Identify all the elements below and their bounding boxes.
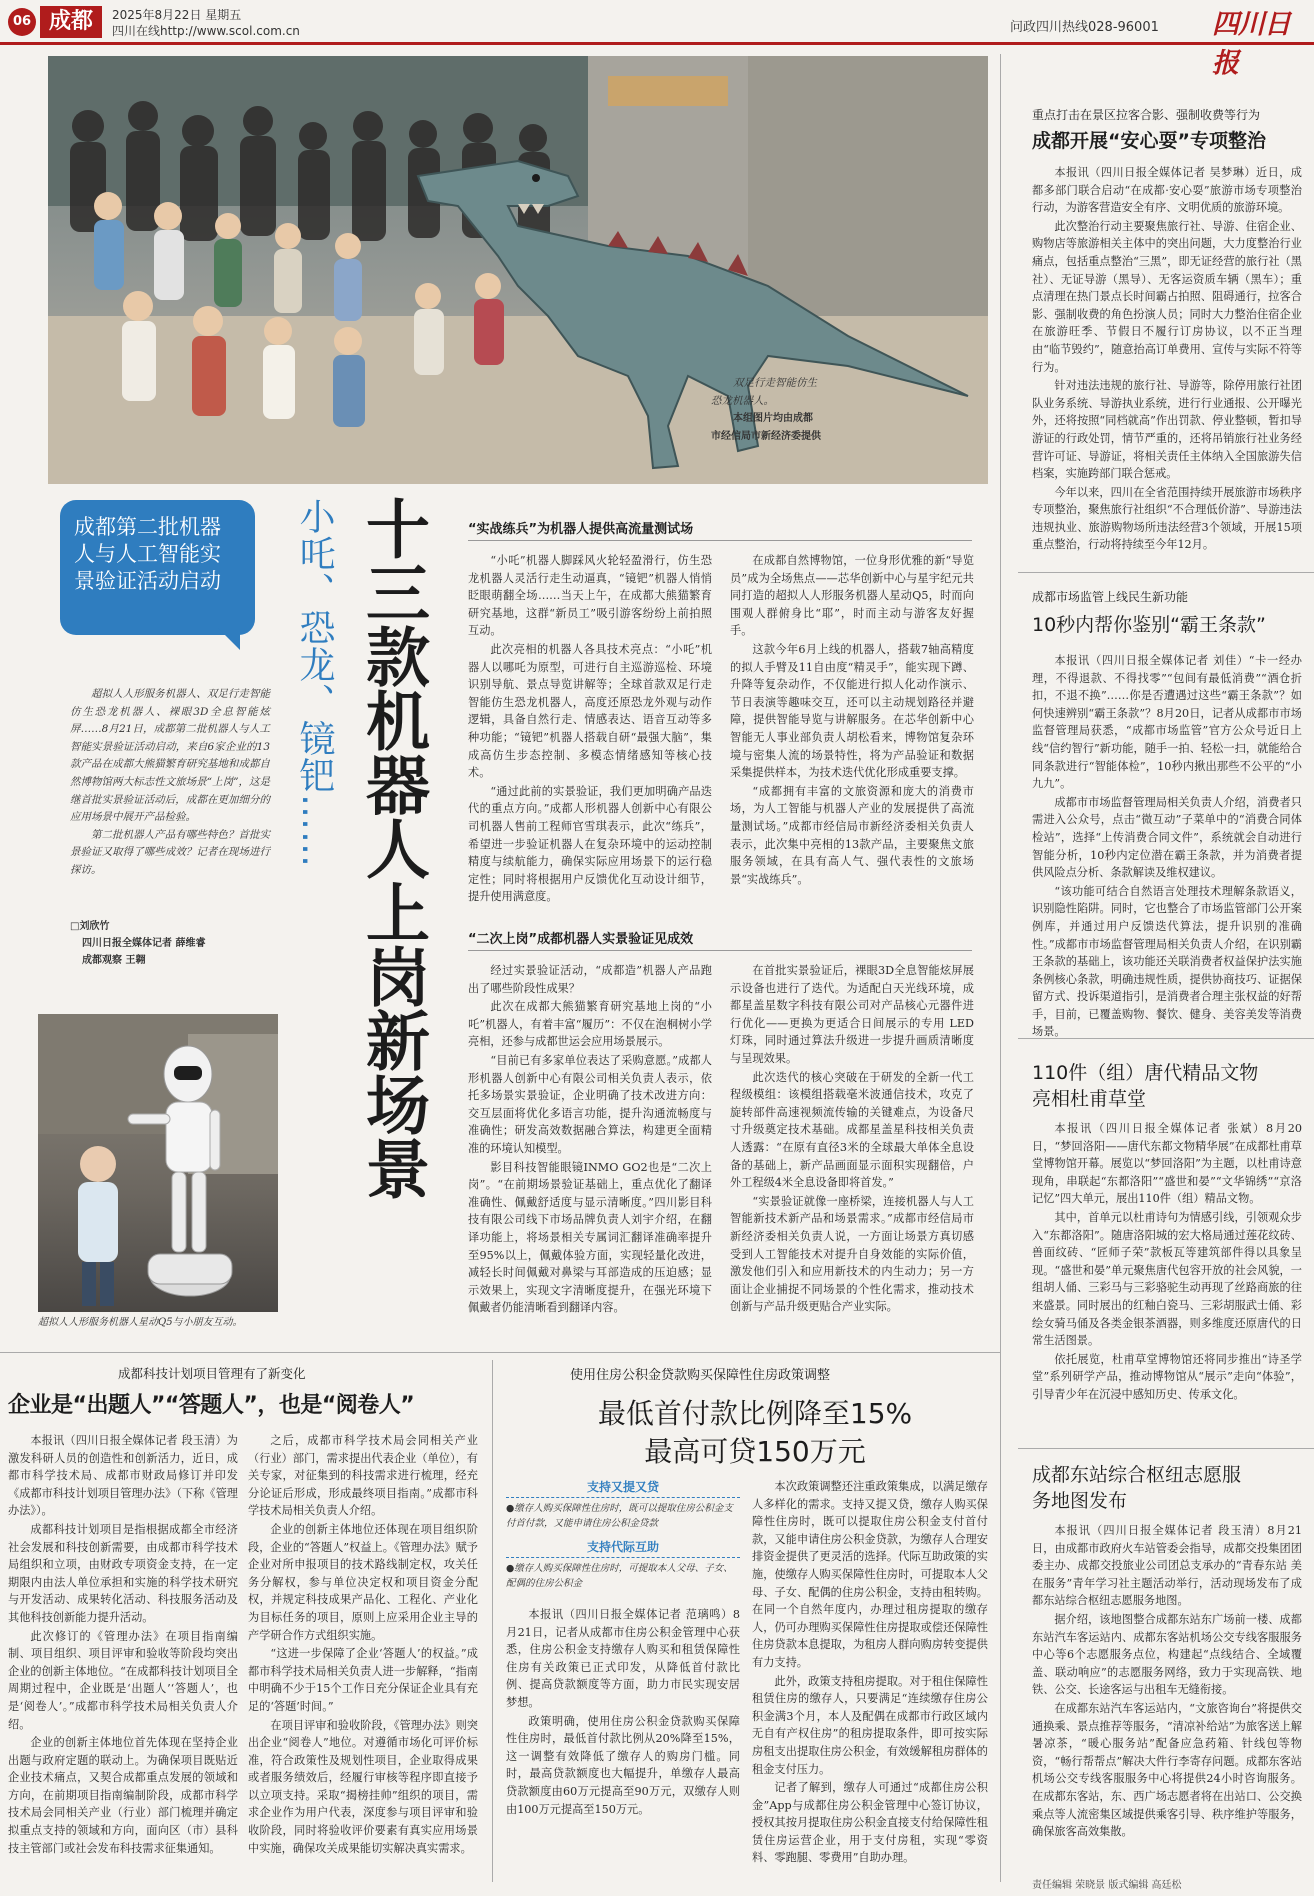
robot-scene-illustration xyxy=(38,1014,278,1312)
paragraph: “实景验证就像一座桥梁，连接机器人与人工智能新技术新产品和场景需求。”成都市经信局市新经济委相关负责人说，一方面让场景方真切感受到人工智能技术对提升自身效能的实际价值，激发他们引入和应用新技术的内生动力；另一方面让企业捕捉不同场景的个性化需求，推动技术创新与产品升级更贴合产业实际。 xyxy=(730,1194,974,1314)
paragraph: 本报讯（四川日报全媒体记者 段玉清）8月21日，由成都市政府火车站管委会指导，成都交投集团团委主办、成都交投旅业公司团总支承办的“青春东站 美在服务”青年学习社主题活动举行，活动现场发布了成都东站综合枢纽志愿服务地图。 xyxy=(1032,1524,1302,1608)
sidebar-story-2-title: 10秒内帮你鉴别“霸王条款” xyxy=(1032,614,1266,636)
story-title-vertical: 十三款机器人上岗新场景 xyxy=(355,496,429,1200)
kicker-bubble xyxy=(60,500,255,635)
paragraph: 在首批实景验证后，裸眼3D全息智能炫屏展示设备也进行了迭代。为适配白天光线环境，成都星盖星数字科技有限公司对产品核心元器件进行优化——更换为更适合日间展示的专用 LED 灯珠，同时通过算法升级进一步提升画质清晰度与呈现效果。 xyxy=(730,964,974,1065)
caption-line-2: 恐龙机器人。 xyxy=(711,395,774,407)
photo-caption-dinosaur xyxy=(711,374,871,446)
sidebar-story-2-body xyxy=(1032,652,1302,1039)
paragraph: 其中，首单元以杜甫诗句为情感引线，引领观众步入“东都洛阳”。随唐洛阳城的宏大格局通过莲花纹砖、兽面纹砖、“匠师子荣”款板瓦等建筑部件得以具象呈现。“盛世和晏”单元聚焦唐代包容开放的社会风貌，一组胡人俑、三彩马与三彩骆驼生动再现了丝路商旅的往来盛景。同时展出的红釉白瓷马、三彩胡服武士俑、彩绘女骑马俑及各类金银茶酒器，则多维度还原唐代的日常生活图景。 xyxy=(1032,1210,1302,1348)
page-number-badge: 06 xyxy=(8,8,36,36)
bottom-left-column-1 xyxy=(8,1432,238,1870)
sidebar-story-4-title: 成都东站综合枢纽志愿服务地图发布 xyxy=(1032,1464,1242,1512)
byline-line-3: 成都观察 王翱 xyxy=(82,955,146,966)
bottom-mid-pretitle: 使用住房公积金贷款购买保障性住房政策调整 xyxy=(570,1368,831,1383)
paragraph: 企业的创新主体地位还体现在项目组织阶段，企业的“答题人”权益上。《管理办法》赋予企业对所申报项目的技术路线制定权，攻关任务分解权，参与单位决定权和项目资金分配权，并规定科技成果产品化、工程化、产业化为目标任务的项目，原则上应采用企业主导的产学研合作方式组织实施。 xyxy=(248,1522,478,1642)
paragraph: 成都市市场监督管理局相关负责人介绍，消费者只需进入公众号，点击“微互动”子菜单中的“消费合同体检站”，选择“上传消费合同文件”，系统就会自动进行智能分析，10秒内定位潜在霸王条款，并为消费者提供风险点分析、条款解读及维权建议。 xyxy=(1032,795,1302,880)
sidebar-rule-1 xyxy=(1018,572,1314,573)
bottom-left-title: 企业是“出题人”“答题人”，也是“阅卷人” xyxy=(8,1393,415,1418)
paragraph: 本报讯（四川日报全媒体记者 范璃鸣）8月21日，记者从成都市住房公积金管理中心获悉，住房公积金支持缴存人购买和租赁保障性住房有关政策已正式印发，从降低首付款比例、提高贷款额度等方面，助力市民实现安居梦想。 xyxy=(506,1608,740,1709)
sidebar-story-4-body xyxy=(1032,1522,1302,1862)
byline-line-2: 四川日报全媒体记者 薛维睿 xyxy=(82,938,206,949)
bottom-left-pretitle: 成都科技计划项目管理有了新变化 xyxy=(118,1366,306,1381)
policy-box-2-text: ●缴存人购买保障性住房时，可提取本人父母、子女、配偶的住房公积金 xyxy=(506,1563,733,1589)
paragraph: “目前已有多家单位表达了采购意愿。”成都人形机器人创新中心有限公司相关负责人表示，依托多场景实景验证，企业明确了技术改进方向：交互层面将优化多语言功能，提升沟通流畅度与准确性；研发高效数据融合算法，构建更全面精准的环境认知模型。 xyxy=(468,1053,712,1155)
paragraph: 此外，政策支持租房提取。对于租住保障性租赁住房的缴存人，只要满足“连续缴存住房公积金满3个月，本人及配偶在成都市行政区域内无自有产权住房”的租房提取条件，即可按实际房租支出提取住房公积金，有效缓解租房群体的租金支付压力。 xyxy=(752,1674,988,1776)
paragraph: 企业的创新主体地位首先体现在坚持企业出题与政府定题的联动上。为确保项目既贴近企业技术痛点，又契合成都重点发展的领域和方向，在前期项目指南编制阶段，成都市科学技术局会同相关产业（行业）部门梳理并确定拟重点支持的领域和方向，面向区（市）县科技主管部门或社会发布科技需求征集通知。 xyxy=(8,1736,238,1855)
paragraph: 本报讯（四川日报全媒体记者 段玉清）为激发科研人员的创造性和创新活力，近日，成都市科学技术局、成都市财政局修订并印发《成都市科技计划项目管理办法》（下称《管理办法》）。 xyxy=(8,1434,238,1518)
section-1-heading: “实战练兵”为机器人提供高流量测试场 xyxy=(468,522,694,537)
caption-line-1: 双足行走智能仿生 xyxy=(733,377,817,389)
story-byline xyxy=(70,918,280,969)
paragraph: 在成都东站汽车客运站内，“文旅咨询台”将提供交通换乘、景点推荐等服务，“清凉补给站”为旅客送上解暑凉茶，“暖心服务站”配备应急药箱、针线包等物资，“畅行帮帮点”解决大件行李寄存问题。成都东客站机场公交专线客服服务中心将提供24小时咨询服务。在成都东客站，东、西广场志愿者将在出站口、公交换乘点等人流密集区域提供乘客引导、秩序维护等服务，确保旅客高效集散。 xyxy=(1032,1701,1302,1839)
article-column-3 xyxy=(468,962,712,1336)
sidebar-story-1-title: 成都开展“安心耍”专项整治 xyxy=(1032,130,1266,152)
header-rule xyxy=(0,42,1314,45)
bottom-left-column-2 xyxy=(248,1432,478,1870)
policy-box-1-text: ●缴存人购买保障性住房时，既可以提取住房公积金支付首付款，又能申请住房公积金贷款 xyxy=(506,1503,733,1529)
paragraph: 此次整治行动主要聚焦旅行社、导游、住宿企业、购物店等旅游相关主体中的突出问题，大力度整治行业痛点，包括重点整治“三黑”，即无证经营的旅行社（黑社）、无证导游（黑导）、无客运资质车辆（黑车）；重点清理在热门景点长时间霸占拍照、阻碍通行，拉客合影、强制收费的角色扮演人员；同时大力整治住宿企业在旅游旺季、节假日不履行订房协议，以不正当理由“临节毁约”，随意抬高订单费用、宣传与实际不符等行为。 xyxy=(1032,219,1302,374)
policy-box-1-heading: 支持又提又贷 xyxy=(506,1478,740,1498)
paragraph: 影目科技智能眼镜INMO GO2也是“二次上岗”。“在前期场景验证基础上，重点优化了翻译准确性、佩戴舒适度与显示清晰度。”四川影目科技有限公司线下市场品牌负责人刘宇介绍，在翻译功能上，将场景相关专属词汇翻译准确率提升至95%以上，佩戴体验方面，实现轻量化改进，减轻长时间佩戴对鼻梁与耳部造成的压迫感；显示效果上，实现文字清晰度提升，在强光环境下佩戴者仍能清晰看到翻译内容。 xyxy=(468,1160,712,1315)
bottom-divider xyxy=(0,1352,1000,1353)
paragraph: 针对违法违规的旅行社、导游等，除停用旅行社团队业务系统、导游执业系统，进行行业通报、公开曝光外，还将按照“同档就高”作出罚款、停业整顿，暂扣导游证的行政处罚，情节严重的，还将吊销旅行社业务经营许可证、导游证，将相关责任主体纳入全国旅游失信档案，实施跨部门联合惩戒。 xyxy=(1032,379,1302,481)
bottom-mid-title-2: 最高可贷150万元 xyxy=(644,1435,866,1468)
humanoid-robot-photo xyxy=(38,1014,278,1312)
lead-paragraph-2: 第二批机器人产品有哪些特色？首批实景验证又取得了哪些成效？记者在现场进行探访。 xyxy=(70,828,270,876)
story-subtitle-vertical: 小吒、恐龙、镜钯…… xyxy=(294,498,335,868)
caption-line-4: 市经信局市新经济委提供 xyxy=(711,431,821,442)
paragraph: 此次迭代的核心突破在于研发的全新一代工程级模组：该模组搭载毫米波通信技术，攻克了旋转部件高速视频流传输的关键难点，为设备尺寸升级奠定技术基础。成都星盖星科技相关负责人透露：“在原有直径3米的全球最大单体全息设备的基础上，新产品画面显示面积实现翻倍，户外工程级4米全息设备即将首发。” xyxy=(730,1070,974,1190)
page-footer-editors: 责任编辑 荣晓景 版式编辑 高廷松 xyxy=(1032,1880,1182,1891)
byline-line-1: □刘欣竹 xyxy=(70,921,110,932)
policy-box-1 xyxy=(506,1478,740,1534)
bottom-mid-title-1: 最低首付款比例降至15% xyxy=(597,1397,913,1430)
paragraph: 记者了解到，缴存人可通过“成都住房公积金”App与成都住房公积金管理中心签订协议，授权其按月提取住房公积金直接支付给保障性租赁住房运营企业，用于支付房租，实现“零资料、零跑腿、零费用”自助办理。 xyxy=(752,1781,988,1865)
paragraph: 经过实景验证活动，“成都造”机器人产品跑出了哪些阶段性成果？ xyxy=(468,964,712,995)
paragraph: 本报讯（四川日报全媒体记者 刘佳）“卡一经办理，不得退款、不得找零”“包间有最低消费”“酒仓折扣，不退不换”……你是否遭遇过这些“霸王条款”？如何快速辨别“霸王条款”？8月20日，记者从成都市市场监督管理局获悉，“成都市场监管”官方公众号近日上线“信约智行”新功能，随手一拍、轻松一扫，就能给合同条款进行“智能体检”，10秒内揪出那些不公平的“小九九”。 xyxy=(1032,654,1302,791)
hotline-text: 问政四川热线028-96001 xyxy=(1010,20,1159,35)
section-2-heading: “二次上岗”成都机器人实景验证见成效 xyxy=(468,932,694,947)
section-1-rule xyxy=(468,540,972,541)
sidebar-rule-3 xyxy=(1018,1448,1314,1449)
paragraph: “这进一步保障了企业‘答题人’的权益。”成都市科学技术局相关负责人进一步解释，“指南中明确不少于15个工作日充分保证企业具有充足的‘答题’时间。” xyxy=(248,1647,478,1713)
paragraph: 本报讯（四川日报全媒体记者 张斌）8月20日，“梦回洛阳——唐代东都文物精华展”在成都杜甫草堂博物馆开幕。展览以“梦回洛阳”为主题，以杜甫诗意现角，串联起“东都洛阳”“盛世和晏”“文华锦绣”“京洛记忆”四大单元，展出110件（组）精品文物。 xyxy=(1032,1122,1302,1206)
article-column-1 xyxy=(468,552,712,908)
paragraph: “该功能可结合自然语言处理技术理解条款语义，识别隐性陷阱。同时，它也整合了市场监管部门公开案例库，并通过用户反馈迭代算法，提升识别的准确性。”成都市市场监督管理局相关负责人介绍，在识别霸王条款的基础上，该功能还关联消费者权益保护法实施条例核心条款，明确违规性质，提供协商技巧、证据保留方式、投诉渠道指引，是消费者合理主张权益的好帮手，目前，已覆盖购物、餐饮、健身、美容美发等消费场景。 xyxy=(1032,884,1302,1039)
paragraph: 此次亮相的机器人各具技术亮点：“小吒”机器人以哪吒为原型，可进行自主巡游巡检、环境识别导航、景点导览讲解等；全球首款双足行走智能仿生恐龙机器人，高度还原恐龙外观与动作逻辑，具备自然行走、情感表达、语音互动等多种功能；“镜钯”机器人搭载自研“最强大脑”，集成高仿生步态控制、多模态情绪感知等核心技术。 xyxy=(468,642,712,780)
article-column-2 xyxy=(730,552,974,908)
sidebar-story-1-body xyxy=(1032,164,1302,562)
paragraph: 本报讯（四川日报全媒体记者 吴梦琳）近日，成都多部门联合启动“在成都·安心耍”旅游市场专项整治行动，为游客营造安全有序、文明优质的旅游环境。 xyxy=(1032,166,1302,215)
story-lead xyxy=(70,686,270,880)
paragraph: 据介绍，该地图整合成都东站东广场前一楼、成都东站汽车客运站内、成都东客站机场公交专线客服服务中心等6个志愿服务点位，构建起“点线结合、全域覆盖、联动响应”的志愿服务网络，致力于实现高铁、地铁、公交、长途客运与出租车无缝衔接。 xyxy=(1032,1612,1302,1697)
paragraph: “成都拥有丰富的文旅资源和庞大的消费市场，为人工智能与机器人产业的发展提供了高流量测试场。”成都市经信局市新经济委相关负责人表示，此次集中亮相的13款产品，主要聚焦文旅服务领域，在具有高人气、强代表性的文旅场景“实战练兵”。 xyxy=(730,784,974,886)
policy-box-2 xyxy=(506,1538,740,1594)
lead-paragraph-1: 超拟人人形服务机器人、双足行走智能仿生恐龙机器人、裸眼3D全息智能炫屏……8月21日，成都第二批机器人与人工智能实景验证活动启动，来自6家企业的13款产品在成都大熊猫繁育研究基地和成都自然博物馆两大标志性文旅场景“上岗”，这是继首批实景验证活动后，成都在更加细分的应用场景中展开产品检验。 xyxy=(70,688,270,824)
paragraph: 政策明确，使用住房公积金贷款购买保障性住房时，最低首付款比例从20%降至15%，这一调整有效降低了缴存人的购房门槛。同时，最高贷款额度也大幅提升，单缴存人最高贷款额度由60万元提高至90万元，双缴存人则由100万元提高至150万元。 xyxy=(506,1714,740,1816)
sidebar-story-3-title: 110件（组）唐代精品文物亮相杜甫草堂 xyxy=(1032,1062,1259,1110)
paragraph: 之后，成都市科学技术局会同相关产业（行业）部门，需求提出代表企业（单位），有关专家，对征集到的科技需求进行梳理，经充分论证后形成，形成最终项目指南。”成都市科学技术局相关负责人介绍。 xyxy=(248,1434,478,1518)
paragraph: 这款今年6月上线的机器人，搭载7轴高精度的拟人手臂及11自由度“精灵手”，能实现下蹲、升降等复杂动作，不仅能进行拟人化动作演示、节日表演等趣味交互，还可以主动规划路径并避障，提供智能导览与讲解服务。在芯华创新中心智能无人事业部负责人胡松看来，博物馆复杂环境与密集人流的场景特性，将为产品验证和数据采集提供样本，为技术迭代优化形成重要支撑。 xyxy=(730,642,974,780)
website-url: 四川在线http://www.scol.com.cn xyxy=(112,24,300,38)
bottom-vertical-divider xyxy=(492,1360,493,1882)
bottom-mid-column-2 xyxy=(752,1478,988,1872)
paragraph: 本次政策调整还注重政策集成，以满足缴存人多样化的需求。支持又提又贷，缴存人购买保障性住房时，既可以提取住房公积金支付首付款，又能申请住房公积金贷款，为缴存人合理安排资金提供了更灵活的选择。代际互助政策的实施，使缴存人购买保障性住房时，可提取本人父母、子女、配偶的住房公积金，支持由租转购。在同一个自然年度内，办理过租房提取的缴存人，仍可办理购买保障性住房提取或偿还保障性住房贷款本息提取，为租房人群向购房转变提供有力支持。 xyxy=(752,1480,988,1669)
article-column-4 xyxy=(730,962,974,1336)
bottom-mid-column-1 xyxy=(506,1606,740,1872)
paragraph: 今年以来，四川在全省范围持续开展旅游市场秩序专项整治，聚焦旅行社组织“不合理低价游”、导游违法违规执业、旅游购物场所违法经营3个领域，开展15项重点整治，行动将持续至今年12月。 xyxy=(1032,485,1302,552)
section-label: 成都 xyxy=(40,6,102,38)
policy-box-2-heading: 支持代际互助 xyxy=(506,1538,740,1558)
paragraph: 成都科技计划项目是指根据成都全市经济社会发展和科技创新需要，由成都市科学技术局组织和立项，由财政专项资金支持，在一定期限内由法人单位承担和实施的科学技术研究与开发活动、成果转化活动、科技服务活动及其他科技创新能力提升活动。 xyxy=(8,1522,238,1624)
kicker-text: 成都第二批机器人与人工智能实景验证活动启动 xyxy=(74,515,221,593)
section-2-rule xyxy=(468,950,972,951)
sidebar-story-3-body xyxy=(1032,1120,1302,1438)
paragraph: 依托展览，杜甫草堂博物馆还将同步推出“诗圣学堂”系列研学产品，推动博物馆从“展示”走向“体验”，引导青少年在沉浸中感知历史、传承文化。 xyxy=(1032,1352,1302,1401)
page-header xyxy=(0,0,1314,79)
robot-photo-caption: 超拟人人形服务机器人星动Q5与小朋友互动。 xyxy=(38,1317,243,1328)
sidebar-story-2-pretitle: 成都市场监管上线民生新功能 xyxy=(1032,590,1189,604)
paragraph: 在项目评审和验收阶段，《管理办法》则突出企业“阅卷人”地位。对遵循市场化可评价标准，符合政策性及规划性项目，企业取得成果或者服务绩效后，经履行审核等程序即直接予以立项支持。采取“揭榜挂帅”组织的项目，需求企业作为用户代表，深度参与项目评审和验收阶段，同时将验收评价要素有真实应用场景中实施，确保攻关成果能切实解决真实需求。 xyxy=(248,1718,478,1855)
paragraph: 此次修订的《管理办法》在项目指南编制、项目组织、项目评审和验收等阶段均突出企业的创新主体地位。“在成都科技计划项目全周期过程中，企业既是‘出题人’‘答题人’，也是‘阅卷人’。”成都市科学技术局相关负责人介绍。 xyxy=(8,1629,238,1731)
sidebar-rule-2 xyxy=(1018,1038,1314,1039)
caption-line-3: 本组图片均由成都 xyxy=(733,413,813,424)
kicker-bubble-tail xyxy=(218,628,240,650)
column-divider xyxy=(1000,54,1001,1882)
paragraph: 在成都自然博物馆，一位身形优雅的新“导览员”成为全场焦点——芯华创新中心与星宇纪元共同打造的超拟人人形服务机器人星动Q5，时而向围观人群俯身比“耶”，时而主动与游客友好握手。 xyxy=(730,554,974,638)
paragraph: “小吒”机器人脚踩风火轮轻盈滑行，仿生恐龙机器人灵活行走生动逼真，“镜钯”机器人悄悄眨眼萌翻全场……当天上午，在成都大熊猫繁育研究基地，这群“新员工”吸引游客纷纷上前拍照互动。 xyxy=(468,554,712,638)
paragraph: “通过此前的实景验证，我们更加明确产品迭代的重点方向。”成都人形机器人创新中心有限公司机器人售前工程师官雪琪表示，此次“练兵”，希望进一步验证机器人在复杂环境中的运动控制精度与续航能力，确保实际应用场景下的运行稳定性；同时将根据用户反馈优化互动设计细节，提升使用满意度。 xyxy=(468,784,712,904)
masthead-logo: 四川日报 xyxy=(1212,9,1290,79)
sidebar-story-1-pretitle: 重点打击在景区拉客合影、强制收费等行为 xyxy=(1032,108,1261,122)
dinosaur-robot-photo xyxy=(48,56,988,484)
issue-date: 2025年8月22日 星期五 xyxy=(112,8,242,22)
paragraph: 此次在成都大熊猫繁育研究基地上岗的“小吒”机器人，有着丰富“履历”：不仅在泡桐树小学亮相，还参与成都世运会应用场景展示。 xyxy=(468,1000,712,1049)
